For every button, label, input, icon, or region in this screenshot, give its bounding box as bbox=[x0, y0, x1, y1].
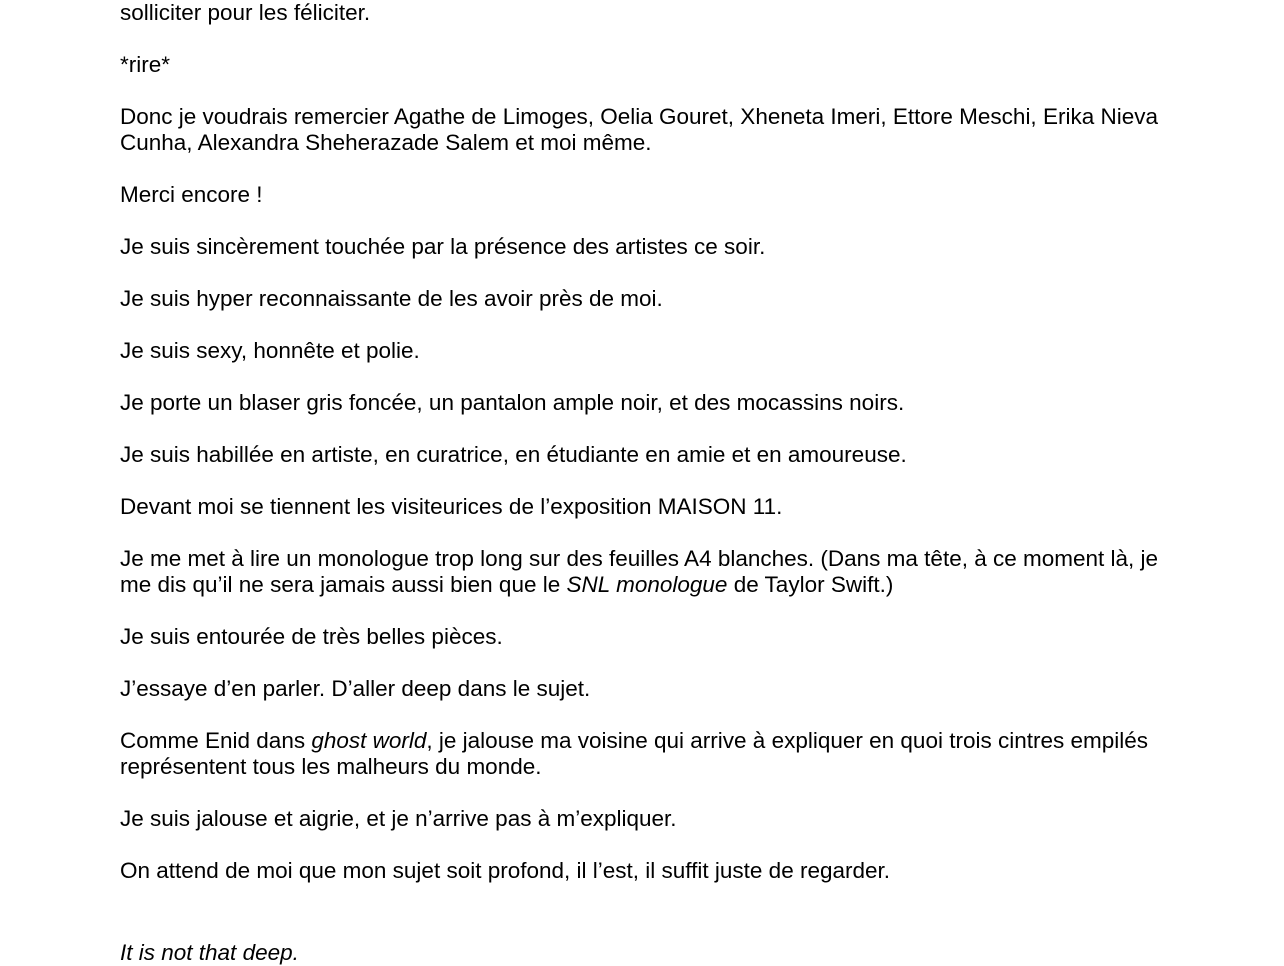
document-body bbox=[120, 0, 1170, 910]
text-run: Je suis entourée de très belles pièces. bbox=[120, 624, 503, 649]
paragraph-deep bbox=[120, 676, 1170, 702]
paragraph-enid bbox=[120, 728, 1170, 780]
text-run: , je jalouse ma voisine qui arrive à expliquer en quoi trois cintres empilés représentent tous les malheurs du monde. bbox=[120, 728, 1149, 779]
text-run: Je suis hyper reconnaissante de les avoir près de moi. bbox=[120, 286, 663, 311]
paragraph-sexy bbox=[120, 338, 1170, 364]
text-run: solliciter pour les féliciter. bbox=[120, 0, 371, 25]
paragraph-touchee bbox=[120, 234, 1170, 260]
paragraph-blaser bbox=[120, 390, 1170, 416]
paragraph-monologue bbox=[120, 546, 1170, 598]
text-run: Comme Enid dans bbox=[120, 728, 312, 753]
text-run: On attend de moi que mon sujet soit profond, il l’est, il suffit juste de regarder. bbox=[120, 858, 891, 883]
text-run-italic: ghost world bbox=[311, 728, 427, 753]
text-run: Je me met à lire un monologue trop long sur des feuilles A4 blanches. (Dans ma tête, à ce moment là, je me dis qu’il ne sera jamais aussi bien que le bbox=[120, 546, 1159, 597]
paragraph-merci bbox=[120, 182, 1170, 208]
paragraph-habillee bbox=[120, 442, 1170, 468]
paragraph-reconnaissante bbox=[120, 286, 1170, 312]
text-run: Je suis sexy, honnête et polie. bbox=[120, 338, 420, 363]
text-run: Je suis sincèrement touchée par la présence des artistes ce soir. bbox=[120, 234, 766, 259]
paragraph-not-that-deep: It is not that deep. bbox=[120, 940, 299, 965]
paragraph-rire bbox=[120, 52, 1170, 78]
paragraph-jalouse bbox=[120, 806, 1170, 832]
paragraph-attend bbox=[120, 858, 1170, 884]
text-run: *rire* bbox=[120, 52, 171, 77]
paragraph-entouree bbox=[120, 624, 1170, 650]
text-run: J’essaye d’en parler. D’aller deep dans le sujet. bbox=[120, 676, 591, 701]
text-run: Je suis habillée en artiste, en curatrice, en étudiante en amie et en amoureuse. bbox=[120, 442, 907, 467]
text-run: de Taylor Swift.) bbox=[727, 572, 894, 597]
text-run: Devant moi se tiennent les visiteurices de l’exposition MAISON 11. bbox=[120, 494, 783, 519]
paragraph-thanks-artists bbox=[120, 0, 1170, 26]
text-run: Je porte un blaser gris foncée, un pantalon ample noir, et des mocassins noirs. bbox=[120, 390, 905, 415]
text-run: Donc je voudrais remercier Agathe de Limoges, Oelia Gouret, Xheneta Imeri, Ettore Meschi, Erika Nieva Cunha, Alexandra Sheherazade Salem et moi même. bbox=[120, 104, 1158, 155]
paragraph-devant bbox=[120, 494, 1170, 520]
paragraph-remerciements bbox=[120, 104, 1170, 156]
text-run: Je suis jalouse et aigrie, et je n’arrive pas à m’expliquer. bbox=[120, 806, 677, 831]
text-run: Merci encore ! bbox=[120, 182, 263, 207]
text-run-italic: SNL monologue bbox=[566, 572, 728, 597]
